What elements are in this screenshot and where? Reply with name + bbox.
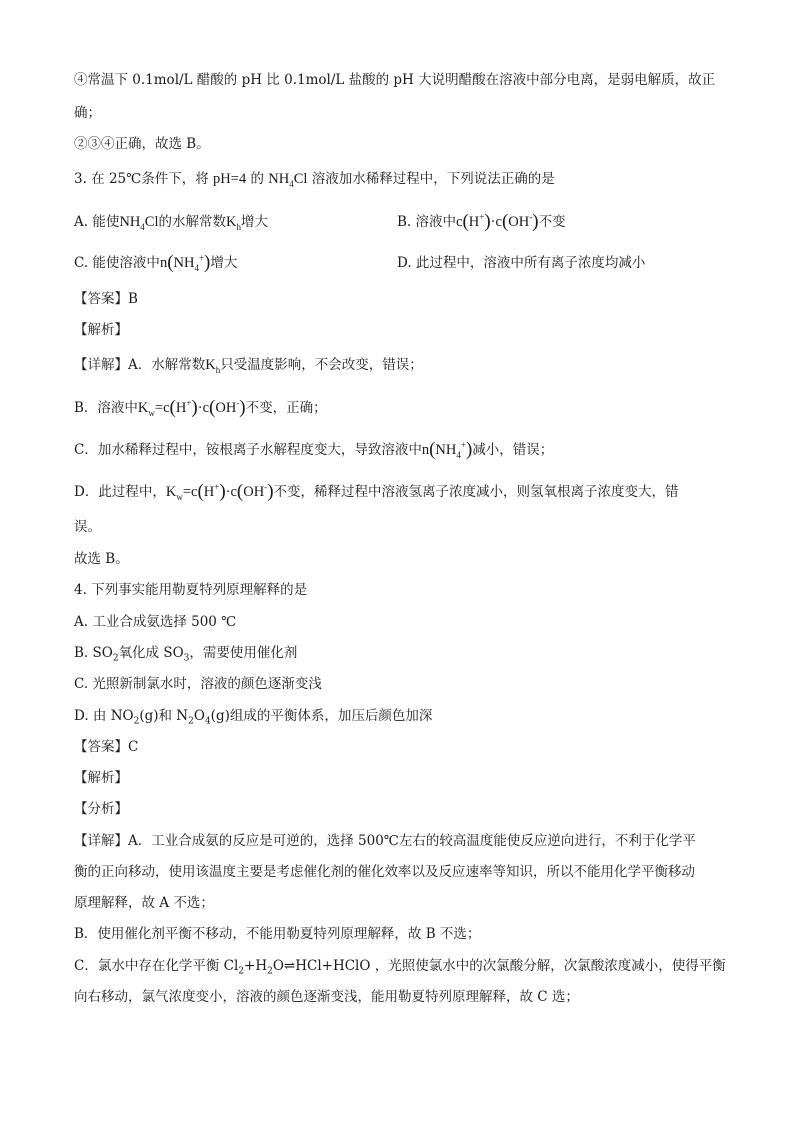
q4-option-d: D. 由 $NO_2(g)$和 $N_2O_4(g)$组成的平衡体系，加压后颜色加深 [74, 708, 433, 727]
prev-conclusion: ②③④正确，故选 B。 [74, 136, 210, 152]
q4-analysis-heading: 【解析】 [74, 770, 128, 786]
q4-answer: 【答案】C [74, 739, 139, 755]
q3-choose: 故选 B。 [74, 551, 129, 567]
q4-detail-b: B．使用催化剂平衡不移动，不能用勒夏特列原理解释，故 B 不选； [74, 926, 481, 942]
prev-item4-line2: 确； [74, 105, 101, 121]
prev-item4-line1: ④常温下 0.1mol/L 醋酸的 pH 比 0.1mol/L 盐酸的 pH 大说明醋酸在溶液中部分电离，是弱电解质，故正 [74, 72, 716, 88]
q3-option-a: A. 能使$NH_4Cl$的水解常数$K_h$增大 [74, 214, 268, 232]
q4-detail-a-line1: 【详解】A．工业合成氨的反应是可逆的，选择 500℃左右的较高温度能使反应逆向进行，不利于化学平 [74, 833, 696, 849]
q4-detail-c-line2: 向右移动，氯气浓度变小，溶液的颜色逐渐变浅，能用勒夏特列原理解释，故 C 选； [74, 989, 579, 1005]
q4-option-b: B. $SO_2$氧化成 $SO_3$，需要使用催化剂 [74, 645, 298, 664]
q3-option-b: B. 溶液中c(H+)·c(OH-)不变 [397, 211, 566, 232]
q3-detail-c: C．加水稀释过程中，铵根离子水解程度变大，导致溶液中$n(NH_4^+)$减小，错误； [74, 439, 554, 460]
q4-detail-a-line2: 衡的正向移动，使用该温度主要是考虑催化剂的催化效率以及反应速率等知识，所以不能用化学平衡移动 [74, 864, 695, 880]
q3-detail-b: B．溶液中$K_w=c(H^+)\cdot c(OH^-)$不变，正确； [74, 397, 327, 418]
q3-detail-d: D．此过程中，$K_w=c(H^+)\cdot c(OH^-)$不变，稀释过程中溶液氢离子浓度减小，则氢氧根离子浓度变大，错 [74, 481, 679, 502]
q4-detail-a-line3: 原理解释，故 A 不选； [74, 895, 214, 911]
q3-stem: 3. 在 25℃条件下，将 pH=4 的 $NH_4Cl$ 溶液加水稀释过程中，下列说法正确的是 [74, 171, 555, 189]
q4-option-a: A. 工业合成氨选择 500 ℃ [74, 614, 237, 630]
q4-fenxi-heading: 【分析】 [74, 801, 128, 817]
q3-option-c: C. 能使溶液中$n(NH_4^+)$增大 [74, 252, 238, 273]
q3-answer: 【答案】B [74, 291, 138, 307]
q4-option-c: C. 光照新制氯水时，溶液的颜色逐渐变浅 [74, 676, 322, 692]
q3-detail-d-cont: 误。 [74, 519, 101, 535]
q3-analysis-heading: 【解析】 [74, 322, 128, 338]
q3-option-d: D. 此过程中，溶液中所有离子浓度均减小 [397, 255, 646, 271]
q4-stem: 4. 下列事实能用勒夏特列原理解释的是 [74, 582, 308, 598]
q4-detail-c-line1: C．氯水中存在化学平衡 $Cl_2+H_2O\rightleftharpoons HCl+HClO$ ，光照使氯水中的次氯酸分解，次氯酸浓度减小，使得平衡 [74, 958, 726, 977]
q3-detail-a: 【详解】A．水解常数$K_h$只受温度影响，不会改变，错误； [74, 357, 423, 375]
